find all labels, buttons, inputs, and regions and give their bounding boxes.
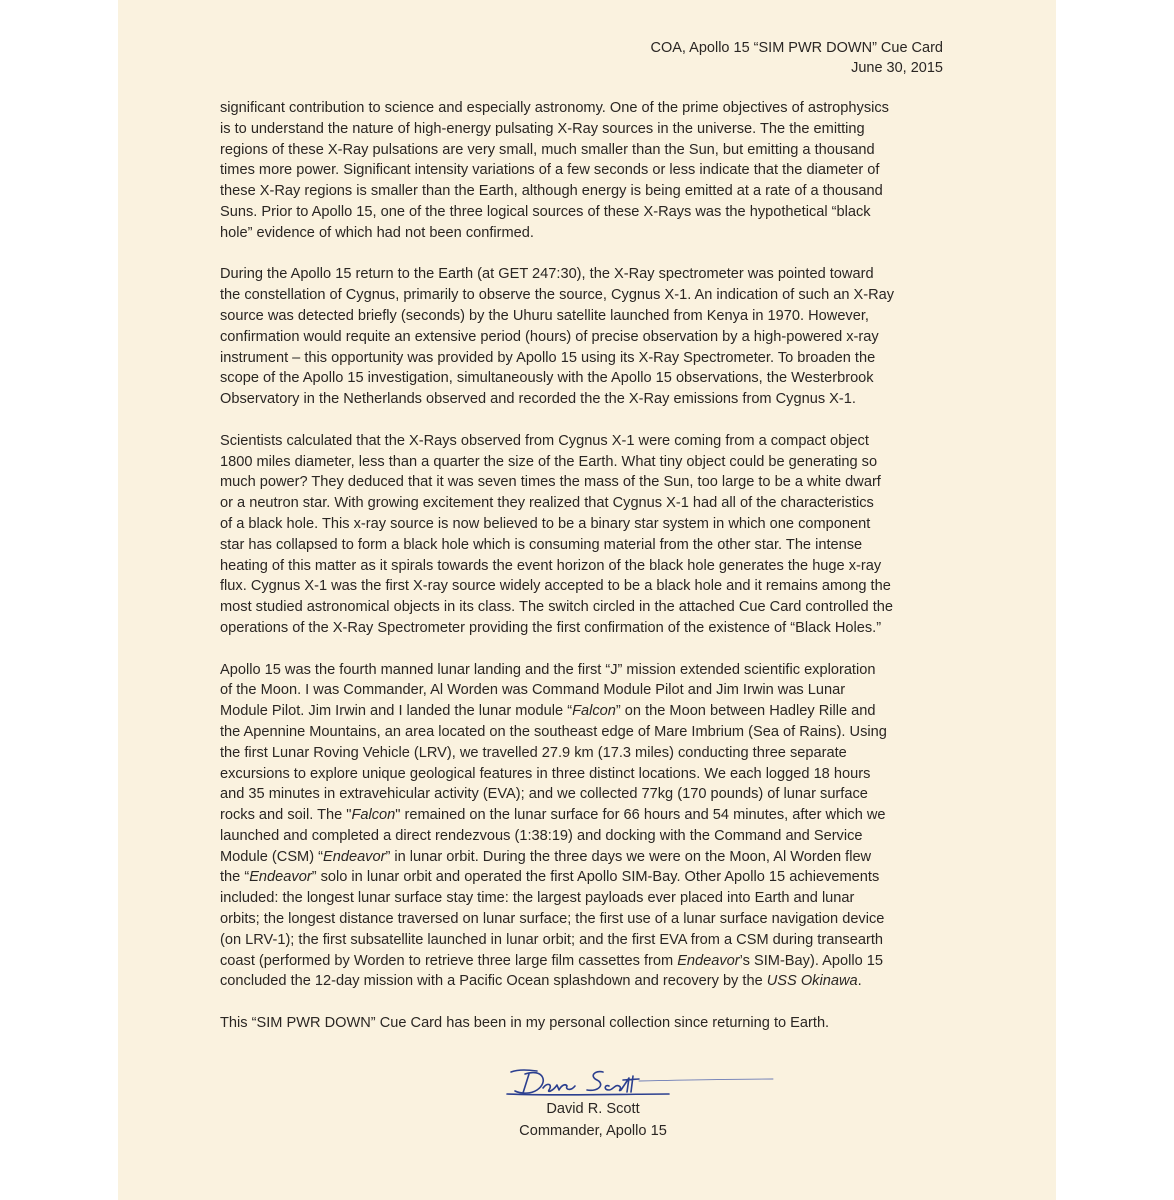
paragraph-line: coast (performed by Worden to retrieve three large film cassettes from Endeavor’s SIM-Bay). Apollo 15 (220, 952, 883, 969)
paragraph-line: of a black hole. This x-ray source is now believed to be a binary star system in which one component (220, 515, 871, 532)
paragraph-line: 1800 miles diameter, less than a quarter the size of the Earth. What tiny object could be generating so (220, 453, 878, 470)
paragraph-line: scope of the Apollo 15 investigation, simultaneously with the Apollo 15 observations, the Westerbrook (220, 370, 874, 387)
document-header (651, 38, 944, 78)
paragraph-line: rocks and soil. The "Falcon" remained on the lunar surface for 66 hours and 54 minutes, after which we (220, 807, 886, 824)
paragraph-line: This “SIM PWR DOWN” Cue Card has been in my personal collection since returning to Earth. (220, 1015, 830, 1032)
paragraph-1 (220, 98, 950, 244)
paragraph-line: excursions to explore unique geological features in three distinct locations. We each logged 18 hours (220, 765, 871, 782)
header-title: COA, Apollo 15 “SIM PWR DOWN” Cue Card (650, 40, 943, 56)
paragraph-line: the constellation of Cygnus, primarily to observe the source, Cygnus X-1. An indication of such an X-Ray (220, 287, 895, 304)
paragraph-line: concluded the 12-day mission with a Pacific Ocean splashdown and recovery by the USS Okinawa. (220, 973, 862, 990)
paragraph-line: these X-Ray regions is smaller than the Earth, although energy is being emitted at a rate of a thousand (220, 183, 883, 200)
paragraph-5 (220, 1013, 950, 1034)
paragraph-line: most studied astronomical objects in its class. The switch circled in the attached Cue Card controlled the (220, 599, 893, 616)
paragraph-line: and 35 minutes in extravehicular activity (EVA); and we collected 77kg (170 pounds) of lunar surface (220, 786, 868, 803)
paragraph-line: hole” evidence of which had not been confirmed. (220, 224, 534, 241)
paragraph-line: heating of this matter as it spirals towards the event horizon of the black hole generates the huge x-ray (220, 557, 882, 574)
paragraph-line: source was detected briefly (seconds) by the Uhuru satellite launched from Kenya in 1970. However, (220, 307, 869, 324)
paragraph-line: the “Endeavor” solo in lunar orbit and operated the first Apollo SIM-Bay. Other Apollo 15 achievements (220, 869, 880, 886)
paragraph-line: times more power. Significant intensity variations of a few seconds or less indicate that the diameter of (220, 162, 880, 179)
paragraph-line: Suns. Prior to Apollo 15, one of the three logical sources of these X-Rays was the hypothetical “black (220, 203, 871, 220)
paragraph-4 (220, 660, 950, 993)
signer-title: Commander, Apollo 15 (519, 1123, 667, 1139)
header-date: June 30, 2015 (851, 60, 943, 76)
paragraph-3 (220, 431, 950, 639)
paragraph-line: confirmation would requite an extensive period (hours) of precise observation by a high-powered x-ray (220, 328, 879, 345)
paragraph-line: is to understand the nature of high-energy pulsating X-Ray sources in the universe. The the emitting (220, 120, 865, 137)
document-page (118, 0, 1056, 1200)
signer-info (503, 1098, 683, 1142)
paragraph-line: regions of these X-Ray pulsations are very small, much smaller than the Sun, but emitting a thousand (220, 141, 875, 158)
paragraph-line: instrument – this opportunity was provided by Apollo 15 using its X-Ray Spectrometer. To broaden the (220, 349, 876, 366)
paragraph-line: of the Moon. I was Commander, Al Worden was Command Module Pilot and Jim Irwin was Lunar (220, 682, 846, 699)
paragraph-line: (on LRV-1); the first subsatellite launched in lunar orbit; and the first EVA from a CSM during transearth (220, 931, 883, 948)
paragraph-line: Scientists calculated that the X-Rays observed from Cygnus X-1 were coming from a compact object (220, 432, 869, 449)
paragraph-line: flux. Cygnus X-1 was the first X-ray source widely accepted to be a black hole and it remains among the (220, 578, 891, 595)
paragraph-line: Apollo 15 was the fourth manned lunar landing and the first “J” mission extended scientific exploration (220, 661, 876, 678)
paragraph-line: significant contribution to science and especially astronomy. One of the prime objectives of astrophysics (220, 100, 889, 116)
paragraph-line: star has collapsed to form a black hole which is consuming material from the other star. The intense (220, 536, 863, 553)
paragraph-line: operations of the X-Ray Spectrometer providing the first confirmation of the existence of “Black Holes.” (220, 619, 882, 636)
signer-name: David R. Scott (546, 1101, 640, 1117)
paragraph-line: Module (CSM) “Endeavor” in lunar orbit. During the three days we were on the Moon, Al Worden flew (220, 848, 872, 865)
paragraph-line: the Apennine Mountains, an area located on the southeast edge of Mare Imbrium (Sea of Rains). Using (220, 723, 887, 740)
paragraph-line: Observatory in the Netherlands observed and recorded the the X-Ray emissions from Cygnus X-1. (220, 391, 856, 408)
paragraph-line: launched and completed a direct rendezvous (1:38:19) and docking with the Command and Service (220, 827, 863, 844)
paragraph-line: the first Lunar Roving Vehicle (LRV), we travelled 27.9 km (17.3 miles) conducting three separate (220, 744, 847, 761)
paragraph-line: included: the longest lunar surface stay time: the largest payloads ever placed into Earth and lunar (220, 890, 855, 907)
paragraph-line: During the Apollo 15 return to the Earth (at GET 247:30), the X-Ray spectrometer was pointed toward (220, 266, 874, 283)
paragraph-line: or a neutron star. With growing excitement they realized that Cygnus X-1 had all of the characteristics (220, 495, 874, 512)
paragraph-line: Module Pilot. Jim Irwin and I landed the lunar module “Falcon” on the Moon between Hadley Rille and (220, 703, 876, 720)
paragraph-2 (220, 264, 950, 410)
paragraph-line: orbits; the longest distance traversed on lunar surface; the first use of a lunar surface navigation device (220, 911, 885, 928)
letter-body (220, 98, 950, 1055)
paragraph-line: much power? They deduced that it was seven times the mass of the Sun, too large to be a white dwarf (220, 474, 881, 491)
